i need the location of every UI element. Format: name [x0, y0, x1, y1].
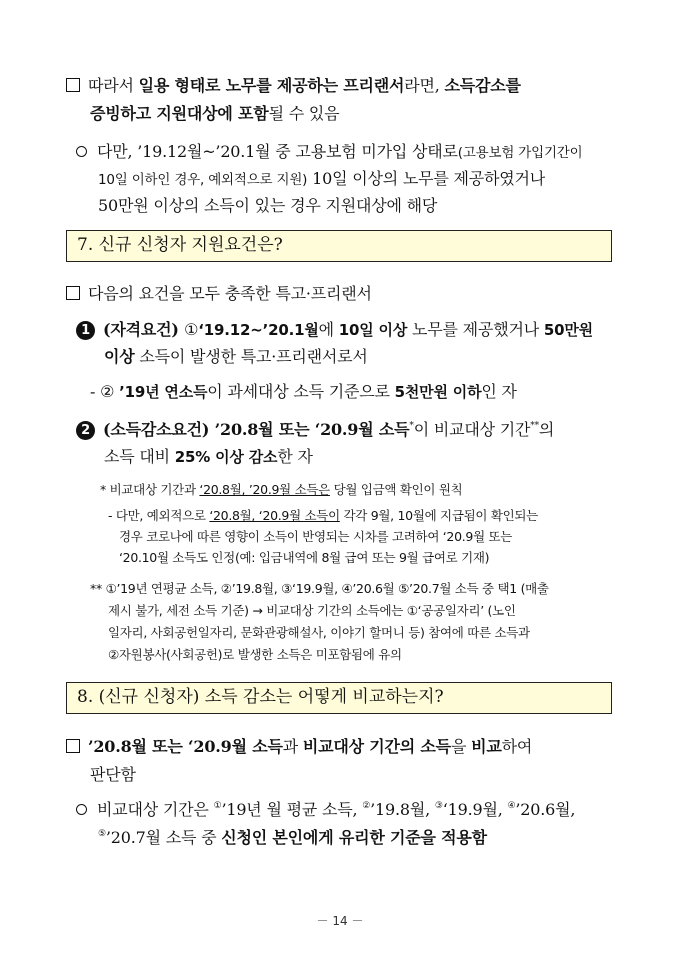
text: 경우 코로나에 따른 영향이 소득이 반영되는 시차를 고려하여 ‘20.9월 또는 — [119, 529, 513, 544]
footnote-mark: * — [409, 421, 414, 431]
s1-sub-line2 — [98, 165, 545, 194]
text: 각각 9월, 10월에 지급됨이 확인되는 — [339, 508, 538, 523]
text: 일자리, 사회공헌일자리, 문화관광해설사, 이야기 할머니 등) 참여에 따른 소득과 — [108, 625, 530, 640]
text-small: (고용보험 가입기간이 — [457, 145, 583, 161]
square-bullet-icon — [66, 286, 80, 300]
text: 판단함 — [90, 765, 136, 784]
note-2-line3 — [119, 547, 489, 569]
text: 소득 대비 — [104, 447, 175, 466]
note-2-line2 — [119, 526, 512, 548]
superscript-number: ② — [362, 801, 371, 811]
text: 노무를 제공했거나 — [407, 320, 544, 339]
s3-sub-line1 — [76, 796, 575, 824]
text-bold: 25% 이상 감소 — [174, 448, 278, 466]
note-3-line2 — [108, 600, 516, 622]
superscript-number: ⑤ — [98, 829, 106, 839]
text: - ② — [90, 382, 120, 401]
s1-sub-line1 — [76, 138, 583, 167]
text: 과 — [282, 737, 303, 756]
section-heading-8 — [66, 682, 612, 714]
text: ’20.6월, — [515, 800, 576, 819]
text-underlined: ‘20.8월, ‘20.9월 소득이 — [209, 508, 340, 523]
s3-line2 — [90, 761, 136, 789]
text: 에 — [318, 320, 339, 339]
text: 을 — [450, 737, 472, 756]
text-bold: 소득감소를 — [444, 76, 521, 95]
number-badge-icon: 2 — [76, 421, 95, 440]
text: ① — [184, 320, 199, 339]
text-small: 10일 이하인 경우, 예외적으로 지원) — [98, 172, 308, 188]
s3-sub-line2 — [98, 824, 487, 852]
text-bold: ‘19.12~’20.1월 — [198, 321, 319, 339]
text: 소득이 발생한 특고·프리랜서로서 — [134, 347, 368, 366]
text: 한 자 — [277, 447, 313, 466]
circle-bullet-icon — [76, 146, 87, 157]
s2-item2-line2 — [104, 443, 313, 471]
text: 비교대상 기간은 — [97, 800, 214, 819]
text-bold: (소득감소요건) ’20.8월 또는 ‘20.9월 소득 — [103, 420, 410, 439]
text: ‘20.10월 소득도 인정(예: 입금내역에 8월 급여 또는 9월 급여로 기재) — [119, 550, 490, 565]
text: 10일 이상의 노무를 제공하였거나 — [307, 169, 546, 188]
text: 라면, — [404, 76, 445, 95]
text: 의 — [538, 420, 555, 439]
text-bold: (자격요건) — [103, 320, 185, 339]
text: ’19년 월 평균 소득, — [221, 800, 363, 819]
text-bold: 신청인 본인에게 유리한 기준을 적용함 — [221, 828, 487, 847]
text: ②자원봉사(사회공헌)로 발생한 소득은 미포함됨에 유의 — [108, 647, 402, 662]
text-bold: 비교 — [471, 737, 502, 756]
text: 될 수 있음 — [268, 104, 340, 123]
note-3-line4 — [108, 644, 402, 666]
text: ** ①’19년 연평균 소득, ②’19.8월, ③‘19.9월, ④’20.6월 ⑤’20.7월 소득 중 택1 (매출 — [90, 581, 549, 596]
text: 하여 — [501, 737, 533, 756]
note-3-line3 — [108, 622, 530, 644]
circle-bullet-icon — [76, 804, 87, 815]
text: 50만원 이상의 소득이 있는 경우 지원대상에 해당 — [98, 196, 438, 215]
text: 다만, ’19.12월~’20.1월 중 고용보험 미가입 상태로 — [97, 142, 458, 161]
text: ‘19.9월, — [442, 800, 508, 819]
text-bold: 5천만원 이하 — [394, 383, 482, 401]
note-1 — [100, 479, 462, 501]
text-bold: 10일 이상 — [338, 321, 408, 339]
text-bold: 이상 — [104, 347, 135, 366]
text-bold: 비교대상 기간의 소득 — [302, 737, 451, 756]
square-bullet-icon — [66, 739, 80, 753]
superscript-number: ④ — [507, 801, 516, 811]
text: 인 자 — [481, 382, 517, 401]
section-heading-7 — [66, 230, 612, 262]
s1-line2 — [90, 100, 339, 128]
text: ’19.8월, — [370, 800, 435, 819]
text: 따라서 — [88, 76, 139, 95]
text-underlined: ‘20.8월, ’20.9월 소득은 — [199, 482, 330, 497]
number-badge-icon: 1 — [76, 321, 95, 340]
text: 다음의 요건을 모두 충족한 특고·프리랜서 — [88, 284, 372, 303]
text-bold: ’19년 연소득 — [119, 383, 208, 401]
text: ’20.7월 소득 중 — [105, 828, 222, 847]
note-3-line1 — [90, 578, 549, 600]
s2-item1-dash — [90, 378, 517, 406]
s2-item1-line1 — [76, 316, 593, 344]
s2-item1-line2 — [104, 343, 368, 371]
s3-line1 — [66, 733, 532, 761]
s2-intro — [66, 280, 372, 308]
text: 이 비교대상 기간 — [413, 420, 531, 439]
text-bold: 50만원 — [543, 321, 593, 339]
text-bold: 증빙하고 지원대상에 포함 — [90, 104, 269, 123]
text: * 비교대상 기간과 — [100, 482, 200, 497]
square-bullet-icon — [66, 78, 80, 92]
footnote-mark: ** — [530, 421, 539, 431]
text: 이 과세대상 소득 기준으로 — [207, 382, 395, 401]
s1-sub-line3 — [98, 192, 437, 220]
text: - 다만, 예외적으로 — [108, 508, 210, 523]
text: 제시 불가, 세전 소득 기준) → 비교대상 기간의 소득에는 ①‘공공일자리’ (노인 — [108, 603, 516, 618]
text-bold: ’20.8월 또는 ‘20.9월 소득 — [88, 737, 283, 756]
text-bold: 일용 형태로 노무를 제공하는 프리랜서 — [138, 76, 405, 95]
superscript-number: ① — [213, 801, 222, 811]
text: 당월 입금액 확인이 원칙 — [329, 482, 463, 497]
note-2-line1 — [108, 505, 538, 527]
superscript-number: ③ — [434, 801, 443, 811]
s1-line1 — [66, 72, 521, 100]
s2-item2-line1 — [76, 416, 554, 444]
page-number: － 14 － — [316, 914, 364, 928]
heading-text: 7. 신규 신청자 지원요건은? — [77, 235, 283, 255]
heading-text: 8. (신규 신청자) 소득 감소는 어떻게 비교하는지? — [77, 687, 444, 707]
